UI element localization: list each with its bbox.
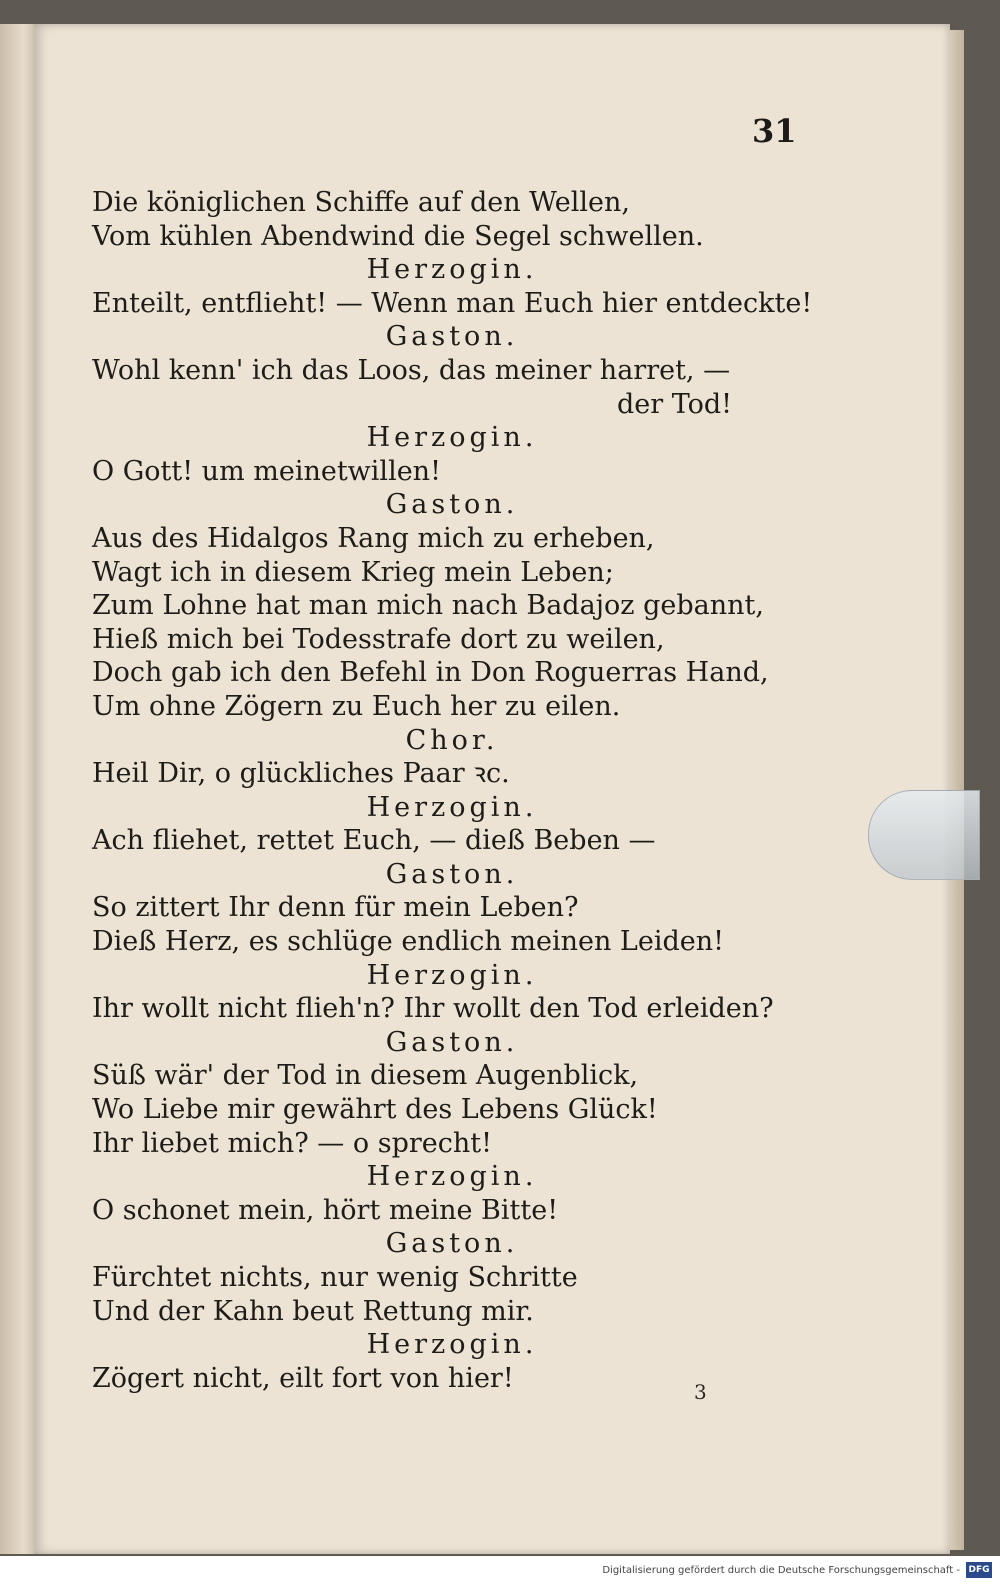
verse-line: Dieß Herz, es schlüge endlich meinen Leiden! xyxy=(92,926,724,958)
speaker-name: Gaston. xyxy=(385,321,519,353)
speaker-name: Herzogin. xyxy=(366,422,538,454)
verse-line: So zittert Ihr denn für mein Leben? xyxy=(92,892,579,924)
verse-line: Ihr liebet mich? — o sprecht! xyxy=(92,1127,492,1159)
verse-line: Vom kühlen Abendwind die Segel schwellen. xyxy=(92,220,704,252)
verse-line: Fürchtet nichts, nur wenig Schritte xyxy=(92,1262,578,1293)
page-number: 31 xyxy=(752,112,797,150)
dfg-logo: DFG xyxy=(966,1562,992,1578)
verse-line: Hieß mich bei Todesstrafe dort zu weilen, xyxy=(92,623,665,655)
verse-line: Und der Kahn beut Rettung mir. xyxy=(92,1295,534,1327)
verse-line: Ach fliehet, rettet Euch, — dieß Beben — xyxy=(92,825,656,857)
verse-line: Heil Dir, o glückliches Paar ꝛc. xyxy=(92,758,510,790)
speaker-name: Herzogin. xyxy=(366,791,538,823)
play-text xyxy=(92,186,813,1395)
speaker-name: Chor. xyxy=(405,724,499,756)
speaker-name: Gaston. xyxy=(385,1228,519,1260)
verse-line: Wagt ich in diesem Krieg mein Leben; xyxy=(92,556,614,588)
verse-line: Um ohne Zögern zu Euch her zu eilen. xyxy=(92,690,621,722)
speaker-name: Gaston. xyxy=(385,489,519,521)
speaker-name: Herzogin. xyxy=(366,959,538,991)
speaker-name: Herzogin. xyxy=(366,1161,538,1193)
verse-line: der Tod! xyxy=(616,388,732,420)
verse-line: O schonet mein, hört meine Bitte! xyxy=(92,1194,559,1226)
speaker-name: Herzogin. xyxy=(366,254,538,286)
verse-line: Süß wär' der Tod in diesem Augenblick, xyxy=(92,1060,639,1092)
verse-line: Zögert nicht, eilt fort von hier! xyxy=(92,1362,514,1394)
page-clip-tab xyxy=(868,790,980,880)
speaker-name: Herzogin. xyxy=(366,1329,538,1361)
verse-line: Zum Lohne hat man mich nach Badajoz gebannt, xyxy=(92,590,764,622)
digitization-credit: Digitalisierung gefördert durch die Deutsche Forschungsgemeinschaft - xyxy=(602,1565,960,1576)
verse-line: Doch gab ich den Befehl in Don Roguerras Hand, xyxy=(92,657,769,689)
verse-line: Die königlichen Schiffe auf den Wellen, xyxy=(92,187,630,218)
verse-line: Wohl kenn' ich das Loos, das meiner harret, — xyxy=(92,354,731,386)
signature-mark: 3 xyxy=(694,1380,707,1404)
speaker-name: Gaston. xyxy=(385,858,519,890)
verse-line: Wo Liebe mir gewährt des Lebens Glück! xyxy=(92,1094,658,1126)
speaker-name: Gaston. xyxy=(385,1026,519,1058)
verse-line: Aus des Hidalgos Rang mich zu erheben, xyxy=(92,522,655,554)
left-page-edge xyxy=(0,24,34,1554)
verse-line: O Gott! um meinetwillen! xyxy=(92,455,441,487)
verse-line: Enteilt, entflieht! — Wenn man Euch hier entdeckte! xyxy=(92,287,813,319)
verse-line: Ihr wollt nicht flieh'n? Ihr wollt den Tod erleiden? xyxy=(92,993,774,1025)
